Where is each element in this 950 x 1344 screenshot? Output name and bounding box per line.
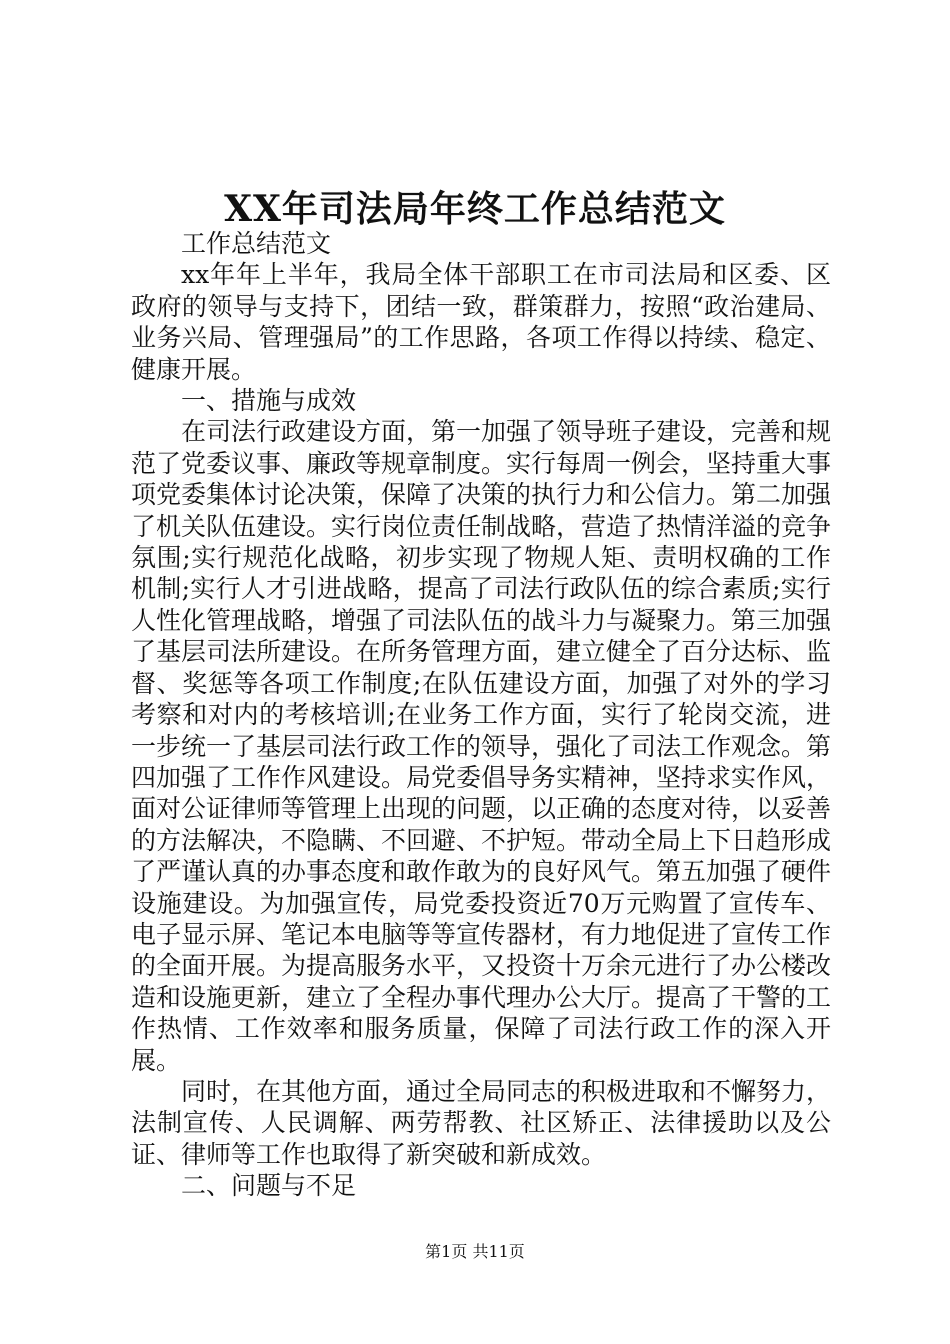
document-body: [131, 228, 831, 1202]
page-number-footer: 第1页 共11页: [425, 1242, 525, 1261]
section-heading-measures: 一、措施与成效: [181, 386, 357, 416]
paragraph-intro: xx年年上半年，我局全体干部职工在市司法局和区委、区政府的领导与支持下，团结一致，群策群力，按照“政治建局、业务兴局、管理强局”的工作思路，各项工作得以持续、稳定、健康开展。: [131, 260, 831, 384]
section-heading-problems: 二、问题与不足: [181, 1171, 357, 1201]
paragraph-measures: 在司法行政建设方面，第一加强了领导班子建设，完善和规范了党委议事、廉政等规章制度。实行每周一例会，坚持重大事项党委集体讨论决策，保障了决策的执行力和公信力。第二加强了机关队伍建设。实行岗位责任制战略，营造了热情洋溢的竞争氛围;实行规范化战略，初步实现了物规人矩、责明权确的工作机制;实行人才引进战略，提高了司法行政队伍的综合素质;实行人性化管理战略，增强了司法队伍的战斗力与凝聚力。第三加强了基层司法所建设。在所务管理方面，建立健全了百分达标、监督、奖惩等各项工作制度;在队伍建设方面，加强了对外的学习考察和对内的考核培训;在业务工作方面，实行了轮岗交流，进一步统一了基层司法行政工作的领导，强化了司法工作观念。第四加强了工作作风建设。局党委倡导务实精神，坚持求实作风，面对公证律师等管理上出现的问题，以正确的态度对待，以妥善的方法解决，不隐瞒、不回避、不护短。带动全局上下日趋形成了严谨认真的办事态度和敢作敢为的良好风气。第五加强了硬件设施建设。为加强宣传，局党委投资近70万元购置了宣传车、电子显示屏、笔记本电脑等等宣传器材，有力地促进了宣传工作的全面开展。为提高服务水平，又投资十万余元进行了办公楼改造和设施更新，建立了全程办事代理办公大厅。提高了干警的工作热情、工作效率和服务质量，保障了司法行政工作的深入开展。: [131, 417, 832, 1075]
paragraph-other-achievements: 同时，在其他方面，通过全局同志的积极进取和不懈努力，法制宣传、人民调解、两劳帮教、社区矫正、法律援助以及公证、律师等工作也取得了新突破和新成效。: [131, 1076, 832, 1169]
paragraph-subtitle: 工作总结范文: [181, 229, 332, 258]
document-title: XX年司法局年终工作总结范文: [224, 188, 726, 230]
